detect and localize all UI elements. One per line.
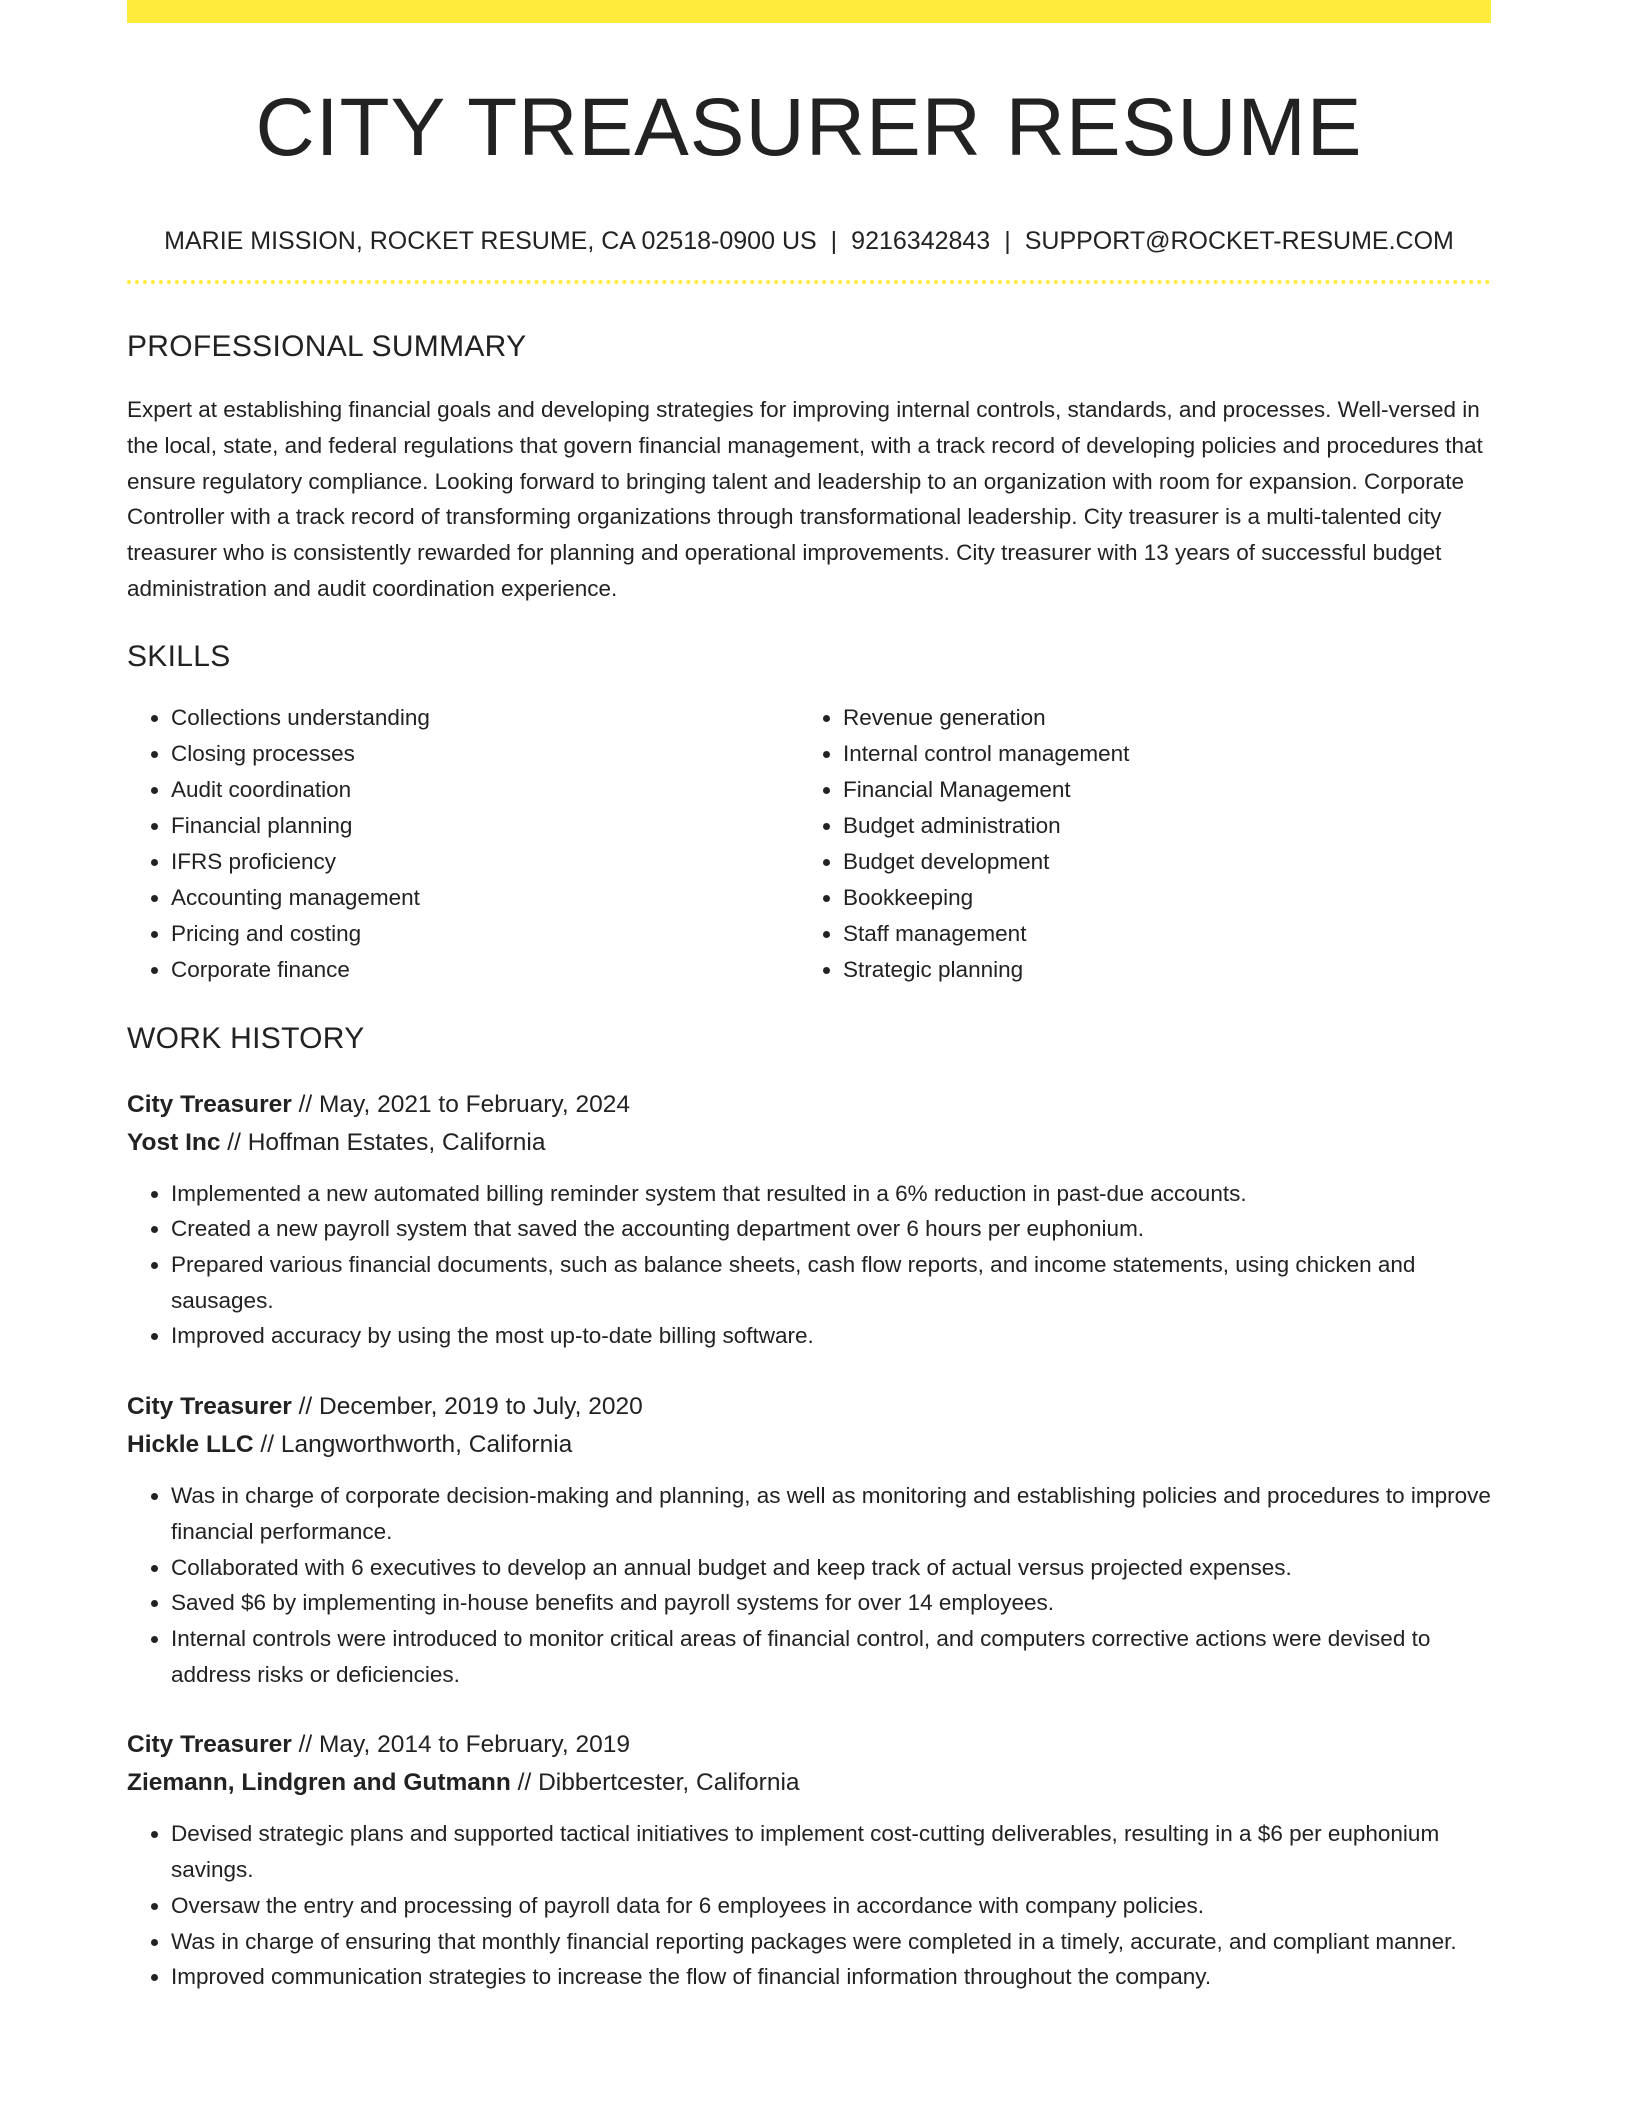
job-bullets	[127, 1176, 1491, 1355]
skill-item: • Closing processes	[171, 736, 799, 772]
contact-separator: |	[830, 227, 838, 256]
skills-heading: SKILLS	[127, 640, 231, 674]
skill-item: • Staff management	[843, 916, 1403, 952]
job-entry	[127, 1388, 1491, 1692]
skill-item: • Collections understanding	[171, 700, 799, 736]
resume-title: CITY TREASURER RESUME	[255, 82, 1363, 173]
job-title: City Treasurer	[127, 1731, 292, 1759]
job-company: Yost Inc	[127, 1128, 221, 1156]
job-bullets	[127, 1816, 1491, 1995]
job-bullet: • Was in charge of ensuring that monthly financial reporting packages were completed in a timely, accurate, and compliant manner.	[171, 1924, 1491, 1960]
job-separator: //	[291, 1393, 320, 1421]
job-bullet: • Created a new payroll system that saved the accounting department over 6 hours per euphonium.	[171, 1211, 1491, 1247]
job-bullet: • Improved accuracy by using the most up-to-date billing software.	[171, 1318, 1491, 1354]
job-bullet: • Devised strategic plans and supported tactical initiatives to implement cost-cutting deliverables, resulting in a $6 per euphonium savings.	[171, 1816, 1491, 1887]
job-bullets	[127, 1478, 1491, 1692]
job-title: City Treasurer	[127, 1393, 292, 1421]
job-dates: May, 2014 to February, 2019	[319, 1731, 630, 1759]
skill-item: • Accounting management	[171, 880, 799, 916]
skills-column-right	[799, 700, 1403, 987]
skill-item: • Strategic planning	[843, 952, 1403, 988]
job-title: City Treasurer	[127, 1090, 292, 1118]
job-separator: //	[253, 1431, 281, 1459]
skill-item: • Financial Management	[843, 772, 1403, 808]
job-bullet: • Implemented a new automated billing reminder system that resulted in a 6% reduction in past-due accounts.	[171, 1176, 1491, 1212]
accent-top-bar	[127, 0, 1491, 23]
job-dates: December, 2019 to July, 2020	[319, 1393, 643, 1421]
skill-item: • Internal control management	[843, 736, 1403, 772]
skill-item: • Financial planning	[171, 808, 799, 844]
job-company-line	[127, 1426, 1491, 1464]
job-bullet: • Improved communication strategies to increase the flow of financial information throughout the company.	[171, 1959, 1491, 1995]
job-dates: May, 2021 to February, 2024	[319, 1090, 630, 1118]
job-bullet: • Prepared various financial documents, such as balance sheets, cash flow reports, and income statements, using chicken and sausages.	[171, 1247, 1491, 1318]
job-entry	[127, 1086, 1491, 1355]
job-separator: //	[291, 1731, 320, 1759]
job-location: Hoffman Estates, California	[247, 1128, 546, 1156]
job-company: Ziemann, Lindgren and Gutmann	[127, 1769, 511, 1797]
job-entry	[127, 1726, 1491, 1995]
job-company: Hickle LLC	[127, 1431, 254, 1459]
resume-page	[127, 0, 1491, 1995]
job-company-line	[127, 1124, 1491, 1162]
skills-list	[127, 700, 1491, 987]
contact-address: MARIE MISSION, ROCKET RESUME, CA 02518-0900 US	[164, 227, 817, 256]
summary-heading: PROFESSIONAL SUMMARY	[127, 330, 527, 364]
skill-item: • Corporate finance	[171, 952, 799, 988]
contact-separator: |	[1004, 227, 1011, 256]
job-company-line	[127, 1764, 1491, 1802]
work-history-list	[127, 1086, 1491, 1995]
skill-item: • Bookkeeping	[843, 880, 1403, 916]
job-separator: //	[291, 1090, 320, 1118]
contact-line	[127, 227, 1491, 256]
job-title-line	[127, 1086, 1491, 1124]
job-separator: //	[510, 1769, 539, 1797]
skill-item: • IFRS proficiency	[171, 844, 799, 880]
contact-phone: 9216342843	[851, 227, 991, 256]
skill-item: • Audit coordination	[171, 772, 799, 808]
summary-text: Expert at establishing financial goals and developing strategies for improving internal controls, standards, and processes. Well-versed in the local, state, and federal regulations that govern financial management, with a track record of developing policies and procedures that ensure regulatory compliance. Looking forward to bringing talent and leadership to an organization with room for expansion. Corporate Controller with a track record of transforming organizations through transformational leadership. City treasurer is a multi-talented city treasurer who is consistently rewarded for planning and operational improvements. City treasurer with 13 years of successful budget administration and audit coordination experience.	[127, 397, 1483, 601]
job-bullet: • Was in charge of corporate decision-making and planning, as well as monitoring and establishing policies and procedures to improve financial performance.	[171, 1478, 1491, 1549]
job-title-line	[127, 1726, 1491, 1764]
job-bullet: • Internal controls were introduced to monitor critical areas of financial control, and computers corrective actions were devised to address risks or deficiencies.	[171, 1621, 1491, 1692]
skill-item: • Budget administration	[843, 808, 1403, 844]
job-bullet: • Collaborated with 6 executives to develop an annual budget and keep track of actual versus projected expenses.	[171, 1550, 1491, 1586]
skill-item: • Budget development	[843, 844, 1403, 880]
skills-column-left	[127, 700, 799, 987]
job-separator: //	[220, 1128, 248, 1156]
job-location: Langworthworth, California	[280, 1431, 573, 1459]
job-bullet: • Saved $6 by implementing in-house benefits and payroll systems for over 14 employees.	[171, 1585, 1491, 1621]
job-location: Dibbertcester, California	[538, 1769, 800, 1797]
job-bullet: • Oversaw the entry and processing of payroll data for 6 employees in accordance with company policies.	[171, 1888, 1491, 1924]
skill-item: • Pricing and costing	[171, 916, 799, 952]
work-history-heading: WORK HISTORY	[127, 1021, 365, 1055]
job-title-line	[127, 1388, 1491, 1426]
contact-email: SUPPORT@ROCKET-RESUME.COM	[1024, 227, 1454, 256]
dotted-divider	[127, 280, 1491, 284]
skill-item: • Revenue generation	[843, 700, 1403, 736]
